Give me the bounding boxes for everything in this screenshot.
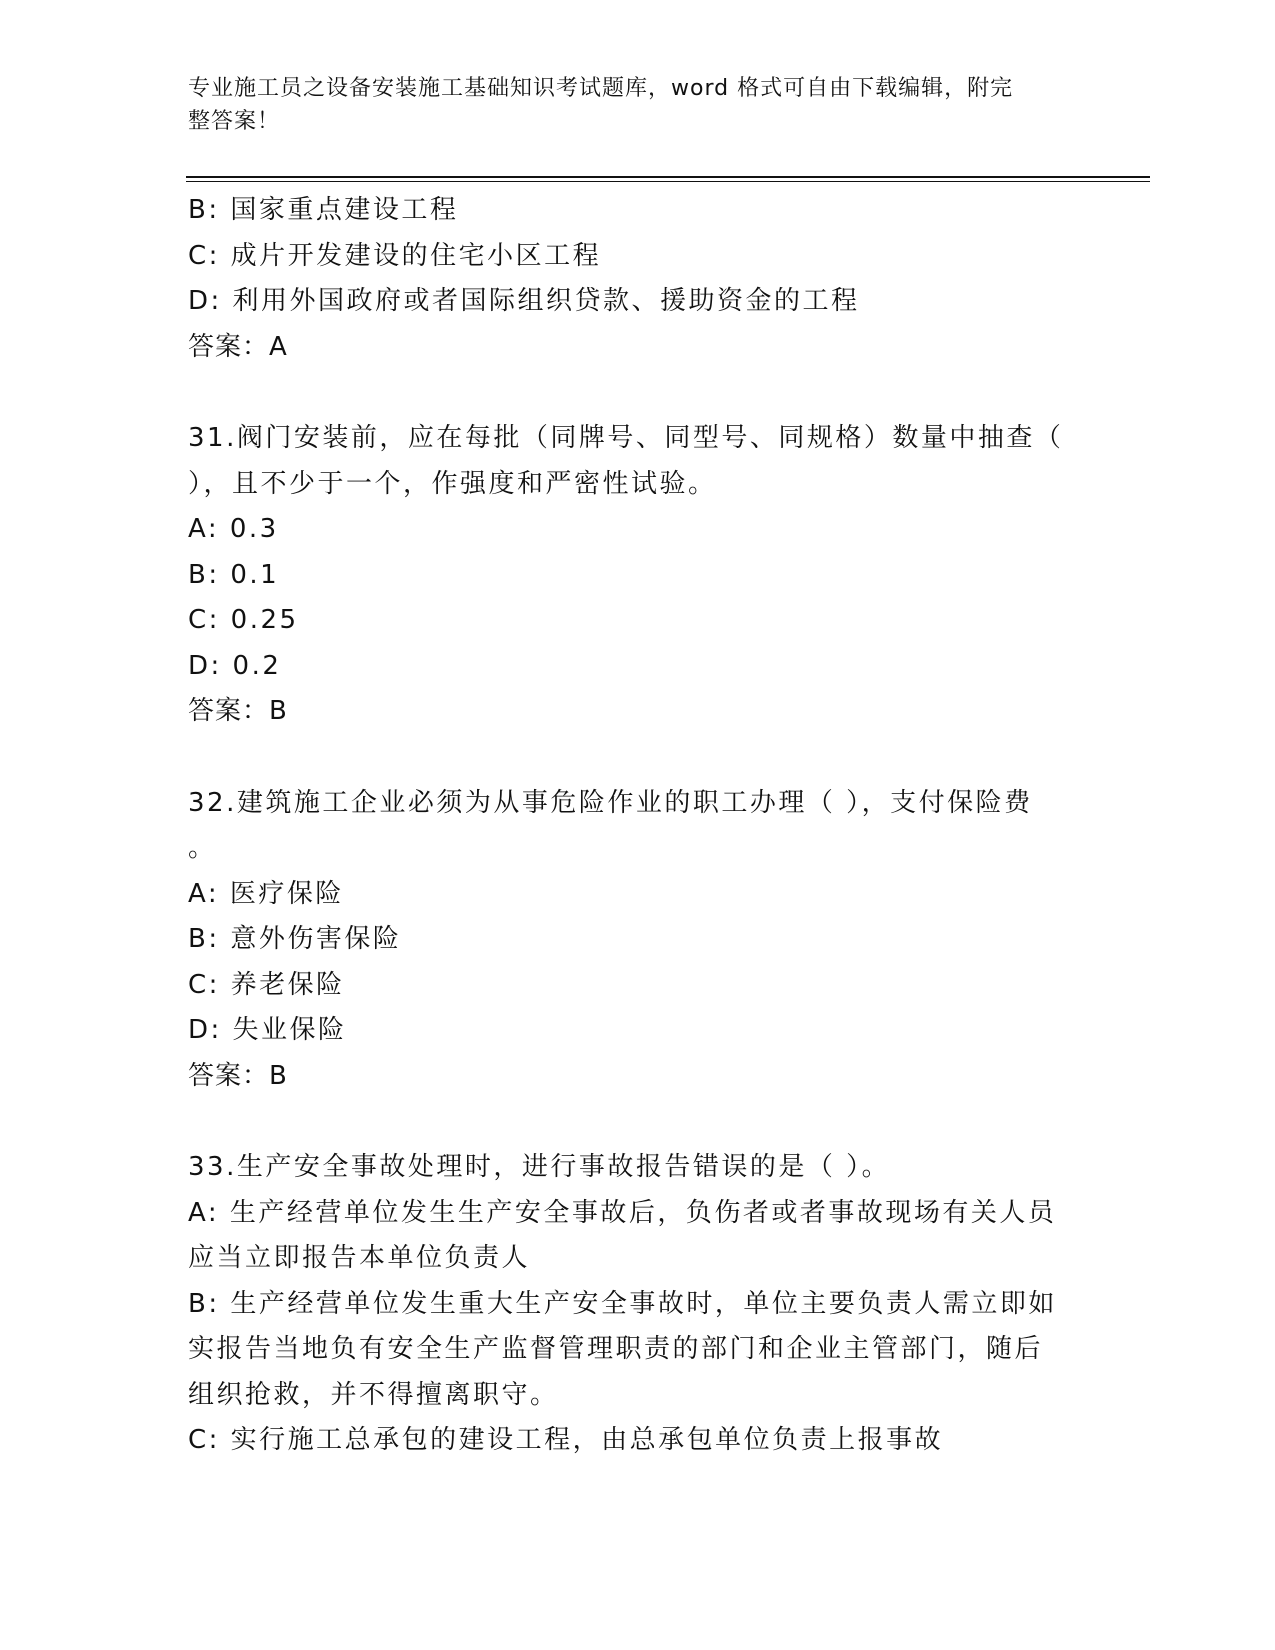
spacer	[188, 1099, 1088, 1145]
question-31	[188, 416, 1088, 735]
question-stem-line-2: 。	[188, 833, 217, 863]
option-c-line-1: C: 实行施工总承包的建设工程，由总承包单位负责上报事故	[188, 1425, 944, 1455]
option-b-line-3: 组织抢救，并不得擅离职守。	[188, 1379, 559, 1410]
option-b: B: 0.1	[188, 559, 280, 590]
document-header	[188, 72, 1068, 138]
option-c: C: 养老保险	[188, 969, 345, 1000]
question-stem-line-1: 31.阀门安装前，应在每批（同牌号、同型号、同规格）数量中抽查（	[188, 423, 1064, 453]
question-30-continued	[188, 188, 1088, 370]
option-d: D: 0.2	[188, 650, 282, 681]
option-d: D: 利用外国政府或者国际组织贷款、援助资金的工程	[188, 286, 860, 316]
option-b: B: 国家重点建设工程	[188, 195, 459, 225]
option-c: C: 0.25	[188, 605, 299, 635]
question-stem-line-1: 33.生产安全事故处理时，进行事故报告错误的是（ ）。	[188, 1152, 891, 1182]
question-33	[188, 1145, 1088, 1464]
option-a-line-2: 应当立即报告本单位负责人	[188, 1243, 531, 1273]
option-a: A: 0.3	[188, 514, 279, 544]
header-divider-thick	[186, 176, 1150, 178]
answer-line: 答案：B	[188, 696, 288, 726]
question-stem-line-2: ），且不少于一个，作强度和严密性试验。	[188, 468, 717, 499]
option-a: A: 医疗保险	[188, 878, 344, 909]
option-b-line-1: B: 生产经营单位发生重大生产安全事故时，单位主要负责人需立即如	[188, 1288, 1057, 1319]
question-32	[188, 781, 1088, 1100]
question-stem-line-1: 32.建筑施工企业必须为从事危险作业的职工办理（ ），支付保险费	[188, 787, 1033, 818]
option-b-line-2: 实报告当地负有安全生产监督管理职责的部门和企业主管部门，随后	[188, 1334, 1044, 1364]
header-text-line-1: 专业施工员之设备安装施工基础知识考试题库，word 格式可自由下载编辑，附完	[188, 76, 1014, 101]
answer-line: 答案：A	[188, 331, 288, 362]
option-a-line-1: A: 生产经营单位发生生产安全事故后，负伤者或者事故现场有关人员	[188, 1197, 1057, 1228]
spacer	[188, 370, 1088, 416]
option-c: C: 成片开发建设的住宅小区工程	[188, 240, 602, 271]
spacer	[188, 735, 1088, 781]
option-b: B: 意外伤害保险	[188, 924, 402, 954]
header-divider-thin	[186, 181, 1150, 182]
document-body	[188, 188, 1088, 1464]
header-text-line-2: 整答案！	[188, 109, 281, 134]
option-d: D: 失业保险	[188, 1015, 347, 1045]
answer-line: 答案：B	[188, 1060, 288, 1091]
